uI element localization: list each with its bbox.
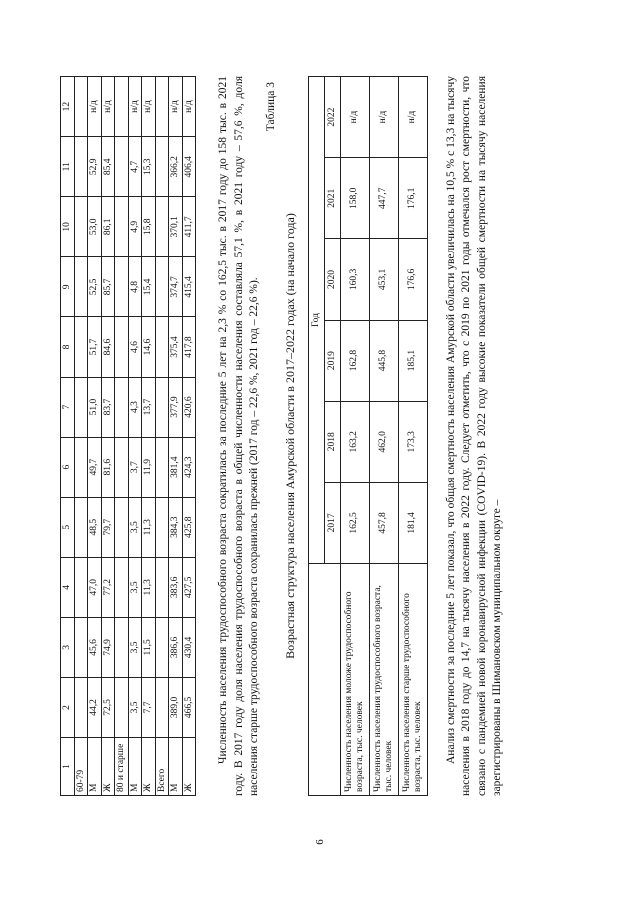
empty-cell xyxy=(115,497,129,557)
data-cell: 377,9 xyxy=(169,377,183,437)
data-cell: 389,0 xyxy=(169,677,183,737)
data-cell: 453,1 xyxy=(369,239,398,320)
empty-cell xyxy=(155,197,169,257)
empty-cell xyxy=(74,137,88,197)
data-cell: 11,9 xyxy=(142,437,156,497)
empty-cell xyxy=(115,257,129,317)
page-content xyxy=(60,76,506,796)
data-cell: 48,5 xyxy=(88,497,102,557)
data-cell: 3,5 xyxy=(128,557,142,617)
table-row xyxy=(169,77,183,796)
data-cell: 424,3 xyxy=(182,437,196,497)
data-cell: 83,7 xyxy=(101,377,115,437)
header-cell: 1 xyxy=(61,738,75,796)
row-label: Численность населения трудоспособного возраста, тыс. человек xyxy=(369,564,398,796)
data-cell: 11,3 xyxy=(142,497,156,557)
sex-label: Ж xyxy=(101,738,115,796)
sex-label: М xyxy=(169,738,183,796)
data-cell: 52,9 xyxy=(88,137,102,197)
header-cell: 11 xyxy=(61,137,75,197)
data-cell: 72,5 xyxy=(101,677,115,737)
table3-title: Возрастная структура населения Амурской области в 2017–2022 годах (на начало года) xyxy=(282,213,297,659)
empty-cell xyxy=(115,137,129,197)
table3-row xyxy=(398,77,427,796)
year-cell: 2018 xyxy=(324,401,340,482)
year-cell: 2020 xyxy=(324,239,340,320)
table3-corner-cell xyxy=(308,564,340,796)
data-cell: 15,8 xyxy=(142,197,156,257)
empty-cell xyxy=(74,557,88,617)
empty-cell xyxy=(74,77,88,137)
data-cell: 49,7 xyxy=(88,437,102,497)
data-cell: 430,4 xyxy=(182,617,196,677)
data-cell: 86,1 xyxy=(101,197,115,257)
table-row xyxy=(101,77,115,796)
table-row xyxy=(182,77,196,796)
data-cell: 375,4 xyxy=(169,317,183,377)
data-cell: н/д xyxy=(340,77,369,158)
data-cell: 176,1 xyxy=(398,158,427,239)
empty-cell xyxy=(115,77,129,137)
data-cell: 11,5 xyxy=(142,617,156,677)
group-title-row xyxy=(155,77,169,796)
data-cell: 173,3 xyxy=(398,401,427,482)
sex-label: М xyxy=(128,738,142,796)
empty-cell xyxy=(155,257,169,317)
empty-cell xyxy=(115,317,129,377)
data-cell: н/д xyxy=(169,77,183,137)
data-cell: 366,2 xyxy=(169,137,183,197)
data-cell: 4,6 xyxy=(128,317,142,377)
data-cell: 176,6 xyxy=(398,239,427,320)
data-cell: 74,9 xyxy=(101,617,115,677)
empty-cell xyxy=(74,197,88,257)
data-cell: 77,2 xyxy=(101,557,115,617)
data-cell: 162,8 xyxy=(340,320,369,401)
empty-cell xyxy=(74,317,88,377)
table3-caption: Таблица 3 xyxy=(264,82,277,132)
data-cell: 411,7 xyxy=(182,197,196,257)
page-number-area xyxy=(40,832,600,852)
empty-cell xyxy=(74,497,88,557)
data-cell: 420,6 xyxy=(182,377,196,437)
data-cell: 370,1 xyxy=(169,197,183,257)
data-cell: н/д xyxy=(182,77,196,137)
table3-row xyxy=(340,77,369,796)
data-cell: 384,3 xyxy=(169,497,183,557)
empty-cell xyxy=(155,617,169,677)
header-cell: 10 xyxy=(61,197,75,257)
data-cell: 79,7 xyxy=(101,497,115,557)
table-row xyxy=(88,77,102,796)
data-cell: 425,8 xyxy=(182,497,196,557)
data-cell: 457,8 xyxy=(369,482,398,563)
data-cell: 417,8 xyxy=(182,317,196,377)
empty-cell xyxy=(115,437,129,497)
header-cell: 6 xyxy=(61,437,75,497)
empty-cell xyxy=(155,377,169,437)
data-cell: 47,0 xyxy=(88,557,102,617)
paragraph-working-age: Численность населения трудоспособного возраста сократилась за последние 5 лет на 2,3 % со 162,5 тыс. в 2017 году до 158 тыс. в 2021 году. В 2017 году доля населения трудоспособного возраста в общей численности населения составляла 57,1 %, в 2021 году – 57,6 %, доля населения старше трудоспособного возраста сохранилась прежней (2017 год – 22,6 %, 2021 год – 22,6 %). xyxy=(217,76,260,796)
header-cell: 3 xyxy=(61,617,75,677)
data-cell: 4,8 xyxy=(128,257,142,317)
data-cell: н/д xyxy=(128,77,142,137)
header-cell: 4 xyxy=(61,557,75,617)
data-cell: 374,7 xyxy=(169,257,183,317)
data-cell: 160,3 xyxy=(340,239,369,320)
sex-label: Ж xyxy=(182,738,196,796)
data-cell: 85,4 xyxy=(101,137,115,197)
table-row xyxy=(128,77,142,796)
empty-cell xyxy=(74,677,88,737)
paragraph-mortality: Анализ смертности за последние 5 лет показал, что общая смертность населения Амурской области увеличилась на 10,5 % с 13,3 на тысячу населения в 2018 году до 14,7 на тысячу населения в 2022 году. Следует отметить, что с 2019 по 2021 годы отмечался рост смертности, что связано с пандемией новой коронавирусной инфекции (COVID-19). В 2022 году высокие показатели общей смертности на тысячу населения зарегистрированы в Шимановском муниципальном округе – xyxy=(444,76,503,796)
empty-cell xyxy=(115,377,129,437)
group-title: Всего xyxy=(155,738,169,796)
data-cell: н/д xyxy=(398,77,427,158)
data-cell: 415,4 xyxy=(182,257,196,317)
data-cell: 462,0 xyxy=(369,401,398,482)
empty-cell xyxy=(155,437,169,497)
year-cell: 2021 xyxy=(324,158,340,239)
data-cell: 85,7 xyxy=(101,257,115,317)
data-cell: 84,6 xyxy=(101,317,115,377)
empty-cell xyxy=(155,137,169,197)
data-cell: 466,5 xyxy=(182,677,196,737)
group-title-row xyxy=(115,77,129,796)
empty-cell xyxy=(74,377,88,437)
data-cell: 163,2 xyxy=(340,401,369,482)
data-cell: 51,7 xyxy=(88,317,102,377)
data-cell: 7,7 xyxy=(142,677,156,737)
data-cell: 3,5 xyxy=(128,497,142,557)
data-cell: 51,0 xyxy=(88,377,102,437)
data-cell: 3,5 xyxy=(128,617,142,677)
header-cell: 12 xyxy=(61,77,75,137)
data-cell: н/д xyxy=(369,77,398,158)
page-number: 6 xyxy=(314,839,326,845)
data-cell: 158,0 xyxy=(340,158,369,239)
data-cell: 386,6 xyxy=(169,617,183,677)
table3-row xyxy=(369,77,398,796)
data-cell: 14,6 xyxy=(142,317,156,377)
data-cell: 3,7 xyxy=(128,437,142,497)
rotated-page xyxy=(40,52,600,852)
data-cell: 383,6 xyxy=(169,557,183,617)
header-cell: 5 xyxy=(61,497,75,557)
data-cell: 52,5 xyxy=(88,257,102,317)
data-cell: 447,7 xyxy=(369,158,398,239)
data-cell: 13,7 xyxy=(142,377,156,437)
year-cell: 2019 xyxy=(324,320,340,401)
table-row xyxy=(142,77,156,796)
data-cell: н/д xyxy=(88,77,102,137)
data-cell: 427,5 xyxy=(182,557,196,617)
age-structure-table xyxy=(308,76,428,796)
row-label: Численность населения старше трудоспособного возраста, тыс. человек xyxy=(398,564,427,796)
empty-cell xyxy=(115,557,129,617)
table-header-row xyxy=(61,77,75,796)
empty-cell xyxy=(115,677,129,737)
header-cell: 2 xyxy=(61,677,75,737)
empty-cell xyxy=(74,257,88,317)
data-cell: 162,5 xyxy=(340,482,369,563)
data-cell: 45,6 xyxy=(88,617,102,677)
data-cell: 81,6 xyxy=(101,437,115,497)
empty-cell xyxy=(74,437,88,497)
sex-label: М xyxy=(88,738,102,796)
data-cell: 4,3 xyxy=(128,377,142,437)
empty-cell xyxy=(155,317,169,377)
row-label: Численность населения моложе трудоспособного возраста, тыс. человек xyxy=(340,564,369,796)
empty-cell xyxy=(155,557,169,617)
data-cell: 406,4 xyxy=(182,137,196,197)
data-cell: 11,3 xyxy=(142,557,156,617)
data-cell: 445,8 xyxy=(369,320,398,401)
population-by-age-table xyxy=(60,76,196,796)
group-title: 80 и старше xyxy=(115,738,129,796)
data-cell: 4,9 xyxy=(128,197,142,257)
year-cell: 2022 xyxy=(324,77,340,158)
sex-label: Ж xyxy=(142,738,156,796)
empty-cell xyxy=(74,617,88,677)
group-title: 60-79 xyxy=(74,738,88,796)
data-cell: 44,2 xyxy=(88,677,102,737)
data-cell: 53,0 xyxy=(88,197,102,257)
data-cell: 181,4 xyxy=(398,482,427,563)
empty-cell xyxy=(155,677,169,737)
empty-cell xyxy=(155,77,169,137)
table3-group-header: Год xyxy=(308,77,324,564)
header-cell: 9 xyxy=(61,257,75,317)
header-cell: 7 xyxy=(61,377,75,437)
data-cell: 15,3 xyxy=(142,137,156,197)
group-title-row xyxy=(74,77,88,796)
data-cell: 381,4 xyxy=(169,437,183,497)
empty-cell xyxy=(115,617,129,677)
data-cell: н/д xyxy=(142,77,156,137)
data-cell: 3,5 xyxy=(128,677,142,737)
year-cell: 2017 xyxy=(324,482,340,563)
header-cell: 8 xyxy=(61,317,75,377)
data-cell: 185,1 xyxy=(398,320,427,401)
data-cell: н/д xyxy=(101,77,115,137)
empty-cell xyxy=(115,197,129,257)
empty-cell xyxy=(155,497,169,557)
data-cell: 4,7 xyxy=(128,137,142,197)
data-cell: 15,4 xyxy=(142,257,156,317)
